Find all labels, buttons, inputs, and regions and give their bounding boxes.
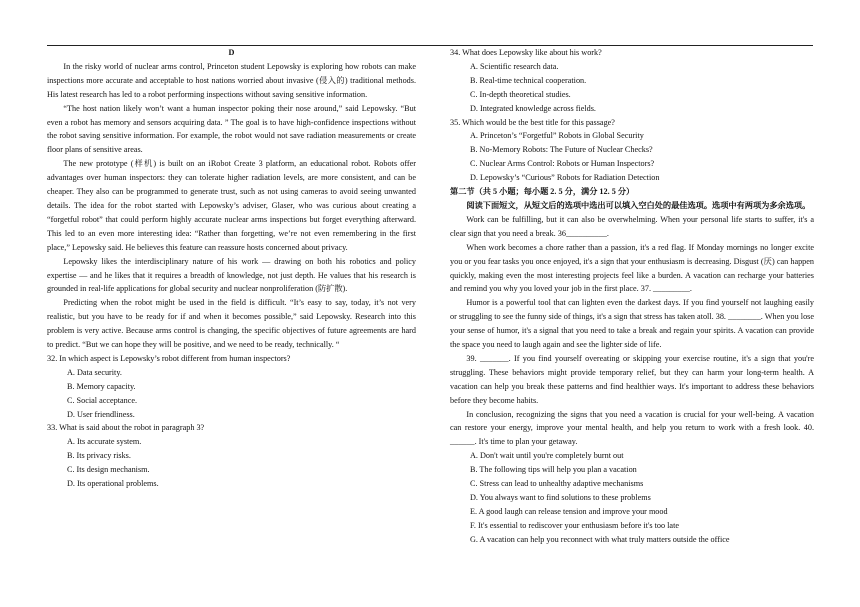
question-34-option-b: B. Real-time technical cooperation. <box>470 75 587 85</box>
passage-paragraph-3: The new prototype (样机) is built on an iRobot Create 3 platform, an educational robot. Robots offer advantages over human inspectors: they can tolerate higher radiation levels, are more consistent, and can be cheaper. They also can be programmed to generate trust, such as not using cameras to avoid seeing unwanted details. The idea for the robot started with Lepowsky’s adviser, Glaser, who was curious about creating a “forgetful robot” that could perform highly accurate nuclear arms inspections but forget everything afterward. This led to an even more interesting idea: “Rather than forgetting, we’re not even remembering in the first place,” Lepowsky said. He believes this feature can reassure hosts concerned about privacy. <box>47 159 416 252</box>
question-34: 34. What does Lepowsky like about his work? <box>450 48 602 57</box>
passage-paragraph-5: Predicting when the robot might be used in the field is difficult. “It’s easy to say, today, it’s not very realistic, but you have to be ready for if and when it becomes possible,” said Lepowsky. Research into this problem is very active. Because arms control is changing, the specific objectives of future agreements are hard to predict. “But we can hope they will be positive, and we need to be ready, technically. “ <box>47 298 416 350</box>
passage-paragraph-2: “The host nation likely won’t want a human inspector poking their nose around,” said Lepowsky. “But even a robot has memory and sensors acquiring data. ” The goal is to have high-confidence inspections without the robot saving sensitive information. For example, the robot would not save radiation measurements or create floor plans of sensitive areas. <box>47 103 416 155</box>
question-32-option-c: C. Social acceptance. <box>67 395 138 405</box>
question-33-option-a: A. Its accurate system. <box>67 437 142 447</box>
cloze-paragraph-5: In conclusion, recognizing the signs that you need a vacation is crucial for your well-being. A vacation can restore your energy, improve your mental health, and help you return to work with a fresh look. 40. ______. It's time to plan your getaway. <box>450 409 814 447</box>
passage-paragraph-1: In the risky world of nuclear arms control, Princeton student Lepowsky is exploring how robots can make inspections more accurate and acceptable to host nations worried about invasive (侵入的) traditional methods. His latest research has led to a robot performing inspections without saving sensitive information. <box>47 61 416 99</box>
question-33: 33. What is said about the robot in paragraph 3? <box>47 423 205 433</box>
section-2-heading: 第二节（共 5 小题；每小题 2. 5 分，满分 12. 5 分） <box>450 187 635 197</box>
question-33-option-d: D. Its operational problems. <box>67 479 159 489</box>
question-35-option-c: C. Nuclear Arms Control: Robots or Human Inspectors? <box>470 159 655 169</box>
cloze-option-e: E. A good laugh can release tension and improve your mood <box>470 506 668 516</box>
cloze-option-g: G. A vacation can help you reconnect with what truly matters outside the office <box>470 534 730 544</box>
cloze-paragraph-2: When work becomes a chore rather than a passion, it's a red flag. If Monday mornings no longer excite you or you fear tasks you once enjoyed, it's a sign that your enthusiasm is decreasing. Disgust (厌) can happen quickly, making even the most interesting projects feel like a burden. A vacation can recharge your batteries and remind you why you loved your job in the first place. 37. _________. <box>450 242 814 294</box>
question-35-option-d: D. Lepowsky’s “Curious” Robots for Radiation Detection <box>470 173 660 183</box>
question-32-option-d: D. User friendliness. <box>67 409 135 419</box>
cloze-option-f: F. It's essential to rediscover your enthusiasm before it's too late <box>470 520 679 530</box>
left-column <box>47 46 416 491</box>
question-33-option-c: C. Its design mechanism. <box>67 465 150 475</box>
question-34-option-d: D. Integrated knowledge across fields. <box>470 103 596 113</box>
cloze-paragraph-1: Work can be fulfilling, but it can also be overwhelming. When your personal life starts to suffer, it's a clear sign that you need a break. 36__________. <box>450 214 814 238</box>
question-33-option-b: B. Its privacy risks. <box>67 451 131 461</box>
cloze-option-a: A. Don't wait until you're completely burnt out <box>470 451 624 461</box>
right-column <box>450 46 814 547</box>
question-35-option-b: B. No-Memory Robots: The Future of Nuclear Checks? <box>470 145 653 155</box>
cloze-paragraph-4: 39. _______. If you find yourself overeating or skipping your exercise routine, it's a sign that you're struggling. These behaviors might provide temporary relief, but they can harm your long-term health. A vacation can help you break these patterns and find healthier ways. It's important to address these behaviors before they become habits. <box>450 353 814 405</box>
question-34-option-c: C. In-depth theoretical studies. <box>470 89 571 99</box>
section-2-instruction: 阅读下面短文，从短文后的选项中选出可以填入空白处的最佳选项。选项中有两项为多余选项。 <box>466 200 811 210</box>
question-34-option-a: A. Scientific research data. <box>470 61 559 71</box>
passage-letter: D <box>228 48 235 57</box>
question-35: 35. Which would be the best title for this passage? <box>450 117 615 127</box>
question-32-option-a: A. Data security. <box>67 367 122 377</box>
cloze-paragraph-3: Humor is a powerful tool that can lighten even the darkest days. If you find yourself not laughing easily or struggling to see the funny side of things, it's a sign that stress has taken atoll. 38. ________. When you lose your sense of humor, it's a signal that you need to take a break and regain your spirits. A vacation can provide the space you need to laugh again and see the lighter side of life. <box>450 298 814 350</box>
question-35-option-a: A. Princeton’s “Forgetful” Robots in Global Security <box>470 131 644 141</box>
question-32: 32. In which aspect is Lepowsky’s robot different from human inspectors? <box>47 353 291 363</box>
cloze-option-b: B. The following tips will help you plan a vacation <box>470 465 637 475</box>
cloze-option-d: D. You always want to find solutions to these problems <box>470 493 651 502</box>
passage-paragraph-4: Lepowsky likes the interdisciplinary nature of his work — drawing on both his robotics and policy expertise — and he likes that it requires a breadth of knowledge, not just depth. He values that his research is grounded in real-life applications for global security and nuclear nonproliferation (防扩散). <box>47 256 416 294</box>
cloze-option-c: C. Stress can lead to unhealthy adaptive mechanisms <box>470 479 644 489</box>
question-32-option-b: B. Memory capacity. <box>67 381 136 391</box>
